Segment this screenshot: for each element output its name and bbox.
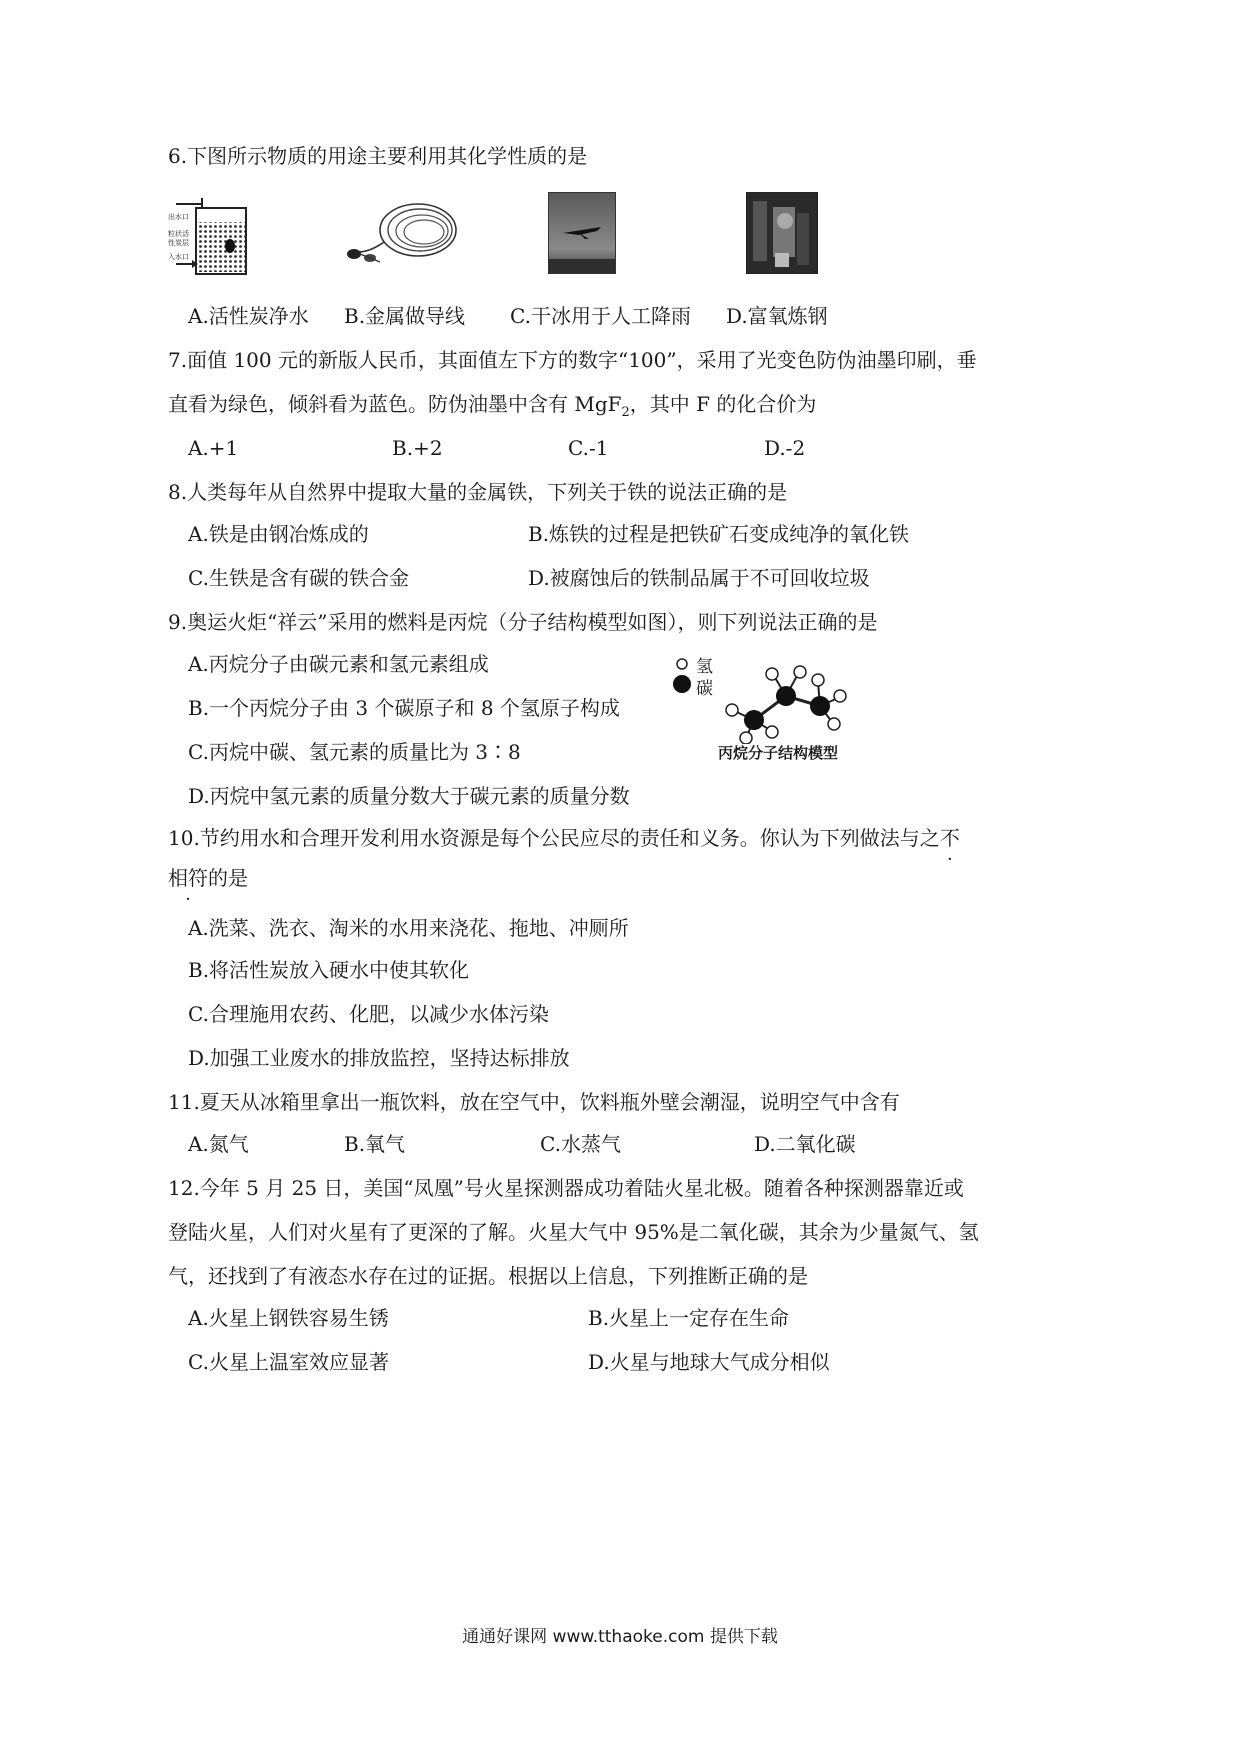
water-filter-figure xyxy=(168,194,254,278)
airplane-sky-photo xyxy=(548,192,616,274)
propane-model-figure xyxy=(668,648,868,764)
q12-option-c[interactable]: C.火星上温室效应显著 xyxy=(188,1350,389,1374)
q11-stem: 11.夏天从冰箱里拿出一瓶饮料，放在空气中，饮料瓶外壁会潮湿，说明空气中含有 xyxy=(168,1090,900,1114)
q12-option-b[interactable]: B.火星上一定存在生命 xyxy=(588,1306,790,1330)
q8-option-a[interactable]: A.铁是由钢冶炼成的 xyxy=(188,522,369,546)
page-footer: 通通好课网 www.tthaoke.com 提供下载 xyxy=(462,1627,778,1647)
q7-option-d[interactable]: D.-2 xyxy=(764,436,806,460)
q9-option-c[interactable]: C.丙烷中碳、氢元素的质量比为 3∶8 xyxy=(188,740,521,764)
propane-model-caption: 丙烷分子结构模型 xyxy=(718,744,839,762)
q9-option-b[interactable]: B.一个丙烷分子由 3 个碳原子和 8 个氢原子构成 xyxy=(188,696,620,720)
q6-option-a[interactable]: A.活性炭净水 xyxy=(188,304,309,328)
q11-option-c[interactable]: C.水蒸气 xyxy=(540,1132,621,1156)
carbon-layer-label: 粒状活性炭层 xyxy=(168,230,189,247)
q11-option-b[interactable]: B.氧气 xyxy=(344,1132,406,1156)
q12-stem-line1: 12.今年 5 月 25 日，美国“凤凰”号火星探测器成功着陆火星北极。随着各种探测器靠近或 xyxy=(168,1176,964,1200)
q9-option-a[interactable]: A.丙烷分子由碳元素和氢元素组成 xyxy=(188,652,489,676)
q6-stem: 6.下图所示物质的用途主要利用其化学性质的是 xyxy=(168,144,588,168)
wire-coil-figure xyxy=(340,196,462,272)
q7-option-b[interactable]: B.+2 xyxy=(392,436,443,460)
q8-option-c[interactable]: C.生铁是含有碳的铁合金 xyxy=(188,566,409,590)
q8-stem: 8.人类每年从自然界中提取大量的金属铁，下列关于铁的说法正确的是 xyxy=(168,480,788,504)
q7-subscript: 2 xyxy=(621,405,630,420)
q7-stem-line2 xyxy=(168,390,816,427)
q12-option-a[interactable]: A.火星上钢铁容易生锈 xyxy=(188,1306,389,1330)
q10-line1-text: 10.节约用水和合理开发利用水资源是每个公民应尽的责任和义务。你认为下列做法与之 xyxy=(168,826,940,850)
q10-option-d[interactable]: D.加强工业废水的排放监控，坚持达标排放 xyxy=(188,1046,570,1070)
steelmaking-photo xyxy=(746,192,818,274)
q10-emphasis-not: 不 xyxy=(939,826,960,850)
q8-option-d[interactable]: D.被腐蚀后的铁制品属于不可回收垃圾 xyxy=(528,566,870,590)
q11-option-a[interactable]: A.氮气 xyxy=(188,1132,249,1156)
q10-option-c[interactable]: C.合理施用农药、化肥，以减少水体污染 xyxy=(188,1002,549,1026)
q12-stem-line2: 登陆火星，人们对火星有了更深的了解。火星大气中 95%是二氧化碳，其余为少量氮气、氢 xyxy=(168,1220,979,1244)
q9-stem: 9.奥运火炬“祥云”采用的燃料是丙烷（分子结构模型如图），则下列说法正确的是 xyxy=(168,610,878,634)
q7-stem-line1: 7.面值 100 元的新版人民币，其面值左下方的数字“100”，采用了光变色防伪油墨印刷，垂 xyxy=(168,348,977,372)
outlet-label: 出水口 xyxy=(168,213,189,221)
hydrogen-legend-icon xyxy=(677,659,687,669)
q10-option-a[interactable]: A.洗菜、洗衣、淘米的水用来浇花、拖地、冲厕所 xyxy=(188,916,629,940)
q12-stem-line3: 气，还找到了有液态水存在过的证据。根据以上信息，下列推断正确的是 xyxy=(168,1264,808,1288)
q7-option-a[interactable]: A.+1 xyxy=(188,436,239,460)
q6-option-d[interactable]: D.富氧炼钢 xyxy=(726,304,828,328)
hydrogen-legend-label: 氢 xyxy=(696,657,713,677)
inlet-label: 入水口 xyxy=(168,253,189,261)
q6-option-b[interactable]: B.金属做导线 xyxy=(344,304,466,328)
carbon-legend-label: 碳 xyxy=(696,679,713,699)
q10-option-b[interactable]: B.将活性炭放入硬水中使其软化 xyxy=(188,958,470,982)
q6-option-c[interactable]: C.干冰用于人工降雨 xyxy=(510,304,691,328)
q11-option-d[interactable]: D.二氧化碳 xyxy=(754,1132,856,1156)
q9-option-d[interactable]: D.丙烷中氢元素的质量分数大于碳元素的质量分数 xyxy=(188,784,630,808)
q10-line2-text: 的是 xyxy=(208,866,248,890)
q7-line2-post: ，其中 F 的化合价为 xyxy=(629,392,817,416)
q8-option-b[interactable]: B.炼铁的过程是把铁矿石变成纯净的氧化铁 xyxy=(528,522,910,546)
q10-stem-line2 xyxy=(168,864,248,892)
q10-emphasis-match: 相符 xyxy=(168,866,208,890)
q7-line2-pre: 直看为绿色，倾斜看为蓝色。防伪油墨中含有 MgF xyxy=(168,392,622,416)
q10-stem-line1 xyxy=(168,824,960,852)
carbon-legend-icon xyxy=(673,675,691,693)
q7-option-c[interactable]: C.-1 xyxy=(568,436,609,460)
q12-option-d[interactable]: D.火星与地球大气成分相似 xyxy=(588,1350,830,1374)
